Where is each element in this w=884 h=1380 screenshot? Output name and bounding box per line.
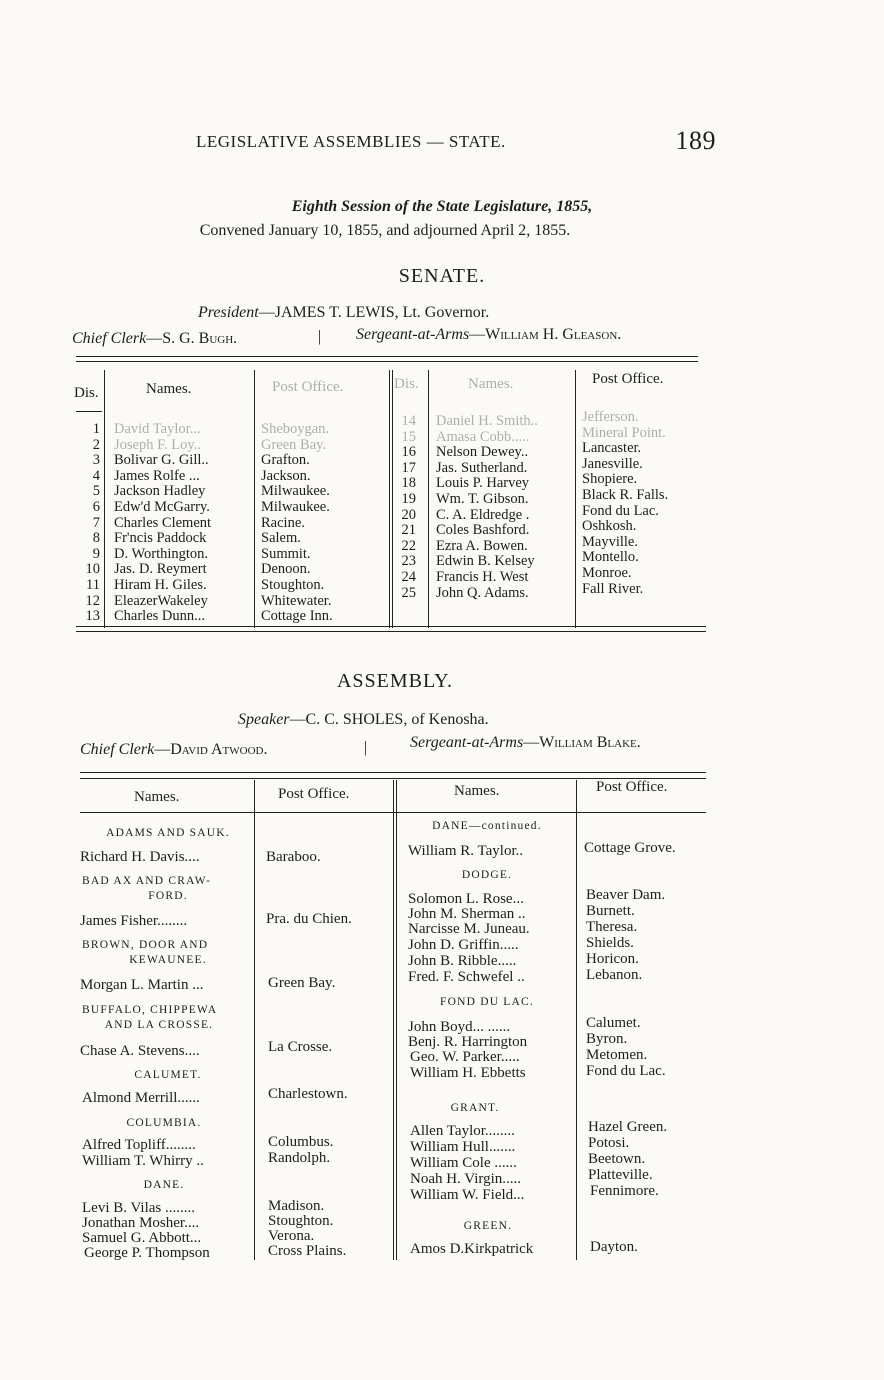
senate-name-cell: James Rolfe ...	[114, 467, 200, 484]
senate-post-cell: Milwaukee.	[261, 498, 330, 515]
senate-president-line	[198, 304, 489, 322]
senate-name-cell: Jas. D. Reymert	[114, 561, 207, 578]
senate-dis-cell: 17	[401, 459, 416, 476]
senate-dis-cell: 14	[401, 413, 416, 429]
assembly-header-post: Post Office.	[278, 786, 350, 802]
county-heading: FOND DU LAC.	[440, 996, 534, 1008]
senate-sergeant-line	[356, 326, 621, 344]
senate-dis-cell: 2	[92, 436, 100, 453]
senate-post-cell: Summit.	[261, 545, 311, 562]
member-post-office: Fond du Lac.	[586, 1063, 666, 1079]
member-post-office: Burnett.	[586, 903, 635, 919]
senate-dis-cell: 10	[85, 561, 100, 578]
county-heading: COLUMBIA.	[126, 1117, 202, 1129]
county-heading: BROWN, DOOR AND	[82, 939, 209, 951]
member-name: George P. Thompson	[84, 1245, 210, 1261]
county-heading: GREEN.	[463, 1220, 513, 1232]
member-name: Chase A. Stevens....	[80, 1043, 200, 1059]
member-post-office: Beaver Dam.	[586, 887, 666, 903]
senate-name-cell: David Taylor...	[114, 421, 201, 437]
chief-clerk-label: Chief Clerk	[80, 741, 155, 758]
senate-right-dis-col	[396, 414, 416, 601]
member-post-office: Charlestown.	[268, 1086, 348, 1102]
senate-post-cell: Grafton.	[261, 452, 310, 469]
senate-name-cell: Charles Clement	[114, 514, 212, 531]
senate-post-cell: Lancaster.	[582, 440, 642, 457]
member-post-office: Verona.	[268, 1228, 315, 1244]
member-post-office: Lebanon.	[586, 967, 643, 983]
senate-vrule-1	[104, 370, 105, 628]
senate-post-cell: Whitewater.	[261, 592, 332, 609]
senate-post-cell: Salem.	[261, 530, 301, 547]
senate-name-cell: John Q. Adams.	[436, 584, 529, 601]
president-label: President	[198, 304, 259, 321]
senate-rule-bottom-1	[76, 626, 706, 627]
senate-header-names-2: Names.	[468, 376, 514, 392]
member-post-office: Dayton.	[590, 1239, 638, 1255]
member-name: Noah H. Virgin.....	[410, 1171, 522, 1187]
senate-right-name-col	[436, 414, 538, 601]
senate-post-cell: Mayville.	[582, 533, 638, 550]
county-heading: BAD AX AND CRAW-	[82, 875, 212, 887]
chief-clerk-name: —S. G. Bugh.	[146, 330, 238, 347]
member-name: John Boyd... ......	[408, 1019, 511, 1035]
senate-header-dis-2: Dis.	[394, 376, 419, 392]
session-title: Eighth Session of the State Legislature, 1855,	[291, 198, 593, 215]
sergeant-label: Sergeant-at-Arms	[410, 734, 524, 751]
senate-name-cell: Charles Dunn...	[114, 608, 206, 625]
header-title: LEGISLATIVE ASSEMBLIES — STATE.	[196, 132, 506, 151]
senate-dis-cell: 22	[401, 537, 416, 554]
senate-title: SENATE.	[398, 265, 486, 287]
senate-name-cell: Daniel H. Smith..	[436, 413, 538, 429]
senate-post-cell: Cottage Inn.	[261, 608, 333, 625]
member-name: Allen Taylor........	[410, 1123, 515, 1139]
senate-name-cell: C. A. Eldredge .	[436, 506, 530, 523]
speaker-name: —C. C. SHOLES, of Kenosha.	[289, 711, 489, 728]
member-post-office: Cross Plains.	[268, 1243, 347, 1259]
senate-rule-top-2	[76, 361, 698, 362]
senate-name-cell: Bolivar G. Gill..	[114, 452, 209, 469]
senate-dis-cell: 5	[92, 483, 100, 500]
senate-header-dis: Dis.	[74, 385, 99, 401]
session-dates: Convened January 10, 1855, and adjourned April 2, 1855.	[199, 222, 571, 239]
member-post-office: Madison.	[268, 1198, 325, 1214]
member-post-office: Cottage Grove.	[584, 840, 676, 856]
assembly-header-post-2: Post Office.	[596, 779, 668, 795]
senate-vrule-4	[392, 370, 393, 628]
member-name: William Hull.......	[410, 1139, 516, 1155]
member-post-office: Metomen.	[586, 1047, 648, 1063]
senate-dis-cell: 8	[92, 530, 100, 547]
member-name: Benj. R. Harrington	[408, 1034, 528, 1050]
county-heading: FORD.	[148, 890, 188, 902]
senate-post-cell: Milwaukee.	[261, 483, 330, 500]
member-name: Alfred Topliff........	[82, 1137, 196, 1153]
senate-dis-rule	[76, 411, 102, 412]
member-post-office: Potosi.	[588, 1135, 630, 1151]
senate-post-cell: Black R. Falls.	[582, 486, 669, 503]
senate-dis-cell: 4	[92, 467, 100, 484]
senate-post-cell: Sheboygan.	[261, 421, 330, 437]
member-name: William W. Field...	[410, 1187, 525, 1203]
senate-post-cell: Monroe.	[582, 564, 632, 581]
senate-name-cell: D. Worthington.	[114, 545, 209, 562]
senate-name-cell: Edw'd McGarry.	[114, 498, 210, 515]
senate-header-post: Post Office.	[272, 379, 344, 395]
county-heading: BUFFALO, CHIPPEWA	[82, 1004, 218, 1016]
member-name: Geo. W. Parker.....	[410, 1049, 520, 1065]
member-post-office: Beetown.	[588, 1151, 646, 1167]
senate-left-dis-col	[80, 422, 100, 625]
senate-name-cell: Francis H. West	[436, 568, 529, 585]
member-name: Fred. F. Schwefel ..	[408, 969, 525, 985]
assembly-sergeant-line	[410, 734, 641, 752]
county-heading: AND LA CROSSE.	[104, 1019, 214, 1031]
member-name: Narcisse M. Juneau.	[408, 921, 530, 937]
senate-dis-cell: 23	[401, 553, 416, 570]
officer-separator: |	[364, 739, 368, 756]
member-post-office: Columbus.	[268, 1134, 334, 1150]
member-post-office: Platteville.	[588, 1167, 653, 1183]
member-post-office: Randolph.	[268, 1150, 331, 1166]
member-post-office: Pra. du Chien.	[266, 911, 352, 927]
president-name: —JAMES T. LEWIS, Lt. Governor.	[258, 304, 490, 321]
senate-name-cell: Jackson Hadley	[114, 483, 206, 500]
member-post-office: Fennimore.	[590, 1183, 659, 1199]
member-post-office: Byron.	[586, 1031, 628, 1047]
sergeant-name: —William Blake.	[523, 734, 641, 751]
member-name: William T. Whirry ..	[82, 1153, 204, 1169]
assembly-header-names: Names.	[134, 789, 180, 805]
member-name: Levi B. Vilas ........	[82, 1200, 195, 1216]
member-name: Samuel G. Abbott...	[82, 1230, 202, 1246]
member-name: John D. Griffin.....	[408, 937, 519, 953]
assembly-title: ASSEMBLY.	[336, 670, 454, 692]
senate-dis-cell: 19	[401, 490, 416, 507]
assembly-rule-top-1	[80, 772, 706, 773]
senate-dis-cell: 11	[86, 576, 100, 593]
senate-dis-cell: 21	[401, 522, 416, 539]
sergeant-label: Sergeant-at-Arms	[356, 326, 470, 343]
county-heading: ADAMS AND SAUK.	[106, 827, 230, 839]
county-heading: KEWAUNEE.	[129, 954, 207, 966]
senate-rule-bottom-2	[76, 631, 706, 632]
county-heading: DANE—continued.	[432, 820, 542, 832]
member-post-office: Theresa.	[586, 919, 638, 935]
sergeant-name: —William H. Gleason.	[469, 326, 622, 343]
assembly-speaker-line	[238, 711, 489, 729]
senate-dis-cell: 18	[401, 475, 416, 492]
senate-dis-cell: 12	[85, 592, 100, 609]
assembly-header-names-2: Names.	[454, 783, 500, 799]
senate-name-cell: Jas. Sutherland.	[436, 459, 528, 476]
county-heading: DODGE.	[461, 869, 513, 881]
county-heading: DANE.	[143, 1179, 185, 1191]
assembly-vrule-2	[393, 780, 394, 1260]
member-name: Almond Merrill......	[82, 1090, 200, 1106]
senate-name-cell: Ezra A. Bowen.	[436, 537, 528, 554]
senate-post-cell: Denoon.	[261, 561, 311, 578]
senate-header-names: Names.	[146, 381, 192, 397]
senate-post-cell: Stoughton.	[261, 576, 325, 593]
senate-post-cell: Jefferson.	[582, 409, 639, 425]
senate-name-cell: Coles Bashford.	[436, 522, 530, 539]
senate-right-post-col	[582, 410, 668, 597]
senate-name-cell: Hiram H. Giles.	[114, 576, 207, 593]
senate-header-post-2: Post Office.	[592, 371, 664, 387]
member-name: John M. Sherman ..	[408, 906, 526, 922]
member-name: Morgan L. Martin ...	[80, 977, 204, 993]
member-name: William Cole ......	[410, 1155, 517, 1171]
running-header	[196, 126, 716, 155]
senate-left-post-col	[261, 422, 333, 625]
senate-post-cell: Jackson.	[261, 467, 311, 484]
senate-name-cell: Joseph F. Loy..	[114, 436, 201, 453]
senate-dis-cell: 1	[92, 421, 100, 437]
member-post-office: Green Bay.	[268, 975, 336, 991]
senate-post-cell: Mineral Point.	[582, 424, 666, 441]
senate-post-cell: Fall River.	[582, 580, 644, 597]
member-name: James Fisher........	[80, 913, 188, 929]
senate-name-cell: Louis P. Harvey	[436, 475, 530, 492]
senate-dis-cell: 9	[92, 545, 100, 562]
county-heading: GRANT.	[450, 1102, 500, 1114]
member-name: Richard H. Davis....	[80, 849, 200, 865]
senate-dis-cell: 24	[401, 568, 416, 585]
member-post-office: Calumet.	[586, 1015, 641, 1031]
assembly-vrule-3	[396, 780, 397, 1260]
senate-name-cell: Wm. T. Gibson.	[436, 490, 529, 507]
senate-vrule-5	[428, 370, 429, 628]
senate-rule-top-1	[76, 356, 698, 357]
senate-name-cell: Edwin B. Kelsey	[436, 553, 535, 570]
member-post-office: Shields.	[586, 935, 634, 951]
senate-dis-cell: 15	[401, 428, 416, 445]
senate-dis-cell: 25	[401, 584, 416, 601]
county-heading: CALUMET.	[134, 1069, 202, 1081]
member-name: Jonathan Mosher....	[82, 1215, 200, 1231]
senate-name-cell: Nelson Dewey..	[436, 444, 529, 461]
senate-name-cell: EleazerWakeley	[114, 592, 208, 609]
senate-dis-cell: 6	[92, 498, 100, 515]
member-name: William H. Ebbetts	[410, 1065, 526, 1081]
senate-name-cell: Fr'ncis Paddock	[114, 530, 207, 547]
senate-post-cell: Green Bay.	[261, 436, 327, 453]
senate-vrule-2	[254, 370, 255, 628]
assembly-vrule-4	[576, 780, 577, 1260]
chief-clerk-label: Chief Clerk	[72, 330, 147, 347]
senate-dis-cell: 16	[401, 444, 416, 461]
senate-post-cell: Fond du Lac.	[582, 502, 659, 519]
senate-dis-cell: 3	[92, 452, 100, 469]
member-name: Solomon L. Rose...	[408, 891, 524, 907]
senate-vrule-6	[575, 370, 576, 628]
senate-dis-cell: 7	[92, 514, 100, 531]
senate-left-name-col	[114, 422, 211, 625]
senate-post-cell: Montello.	[582, 549, 639, 566]
member-post-office: Stoughton.	[268, 1213, 334, 1229]
senate-post-cell: Janesville.	[582, 455, 643, 472]
member-name: William R. Taylor..	[408, 843, 524, 859]
senate-post-cell: Racine.	[261, 514, 305, 531]
member-post-office: Horicon.	[586, 951, 639, 967]
assembly-chief-clerk-line	[80, 741, 267, 759]
member-name: John B. Ribble.....	[408, 953, 517, 969]
senate-post-cell: Shopiere.	[582, 471, 638, 488]
member-name: Amos D.Kirkpatrick	[410, 1241, 534, 1257]
chief-clerk-name: —David Atwood.	[154, 741, 268, 758]
member-post-office: Baraboo.	[266, 849, 321, 865]
senate-vrule-3	[389, 370, 390, 628]
member-post-office: La Crosse.	[268, 1039, 333, 1055]
senate-dis-cell: 20	[401, 506, 416, 523]
member-post-office: Hazel Green.	[588, 1119, 668, 1135]
senate-dis-cell: 13	[85, 608, 100, 625]
assembly-vrule-1	[254, 780, 255, 1260]
page-number: 189	[675, 126, 716, 155]
officer-separator: |	[318, 328, 322, 345]
senate-chief-clerk-line	[72, 330, 237, 348]
senate-post-cell: Oshkosh.	[582, 518, 637, 535]
senate-name-cell: Amasa Cobb.....	[436, 428, 530, 445]
speaker-label: Speaker	[238, 711, 290, 728]
